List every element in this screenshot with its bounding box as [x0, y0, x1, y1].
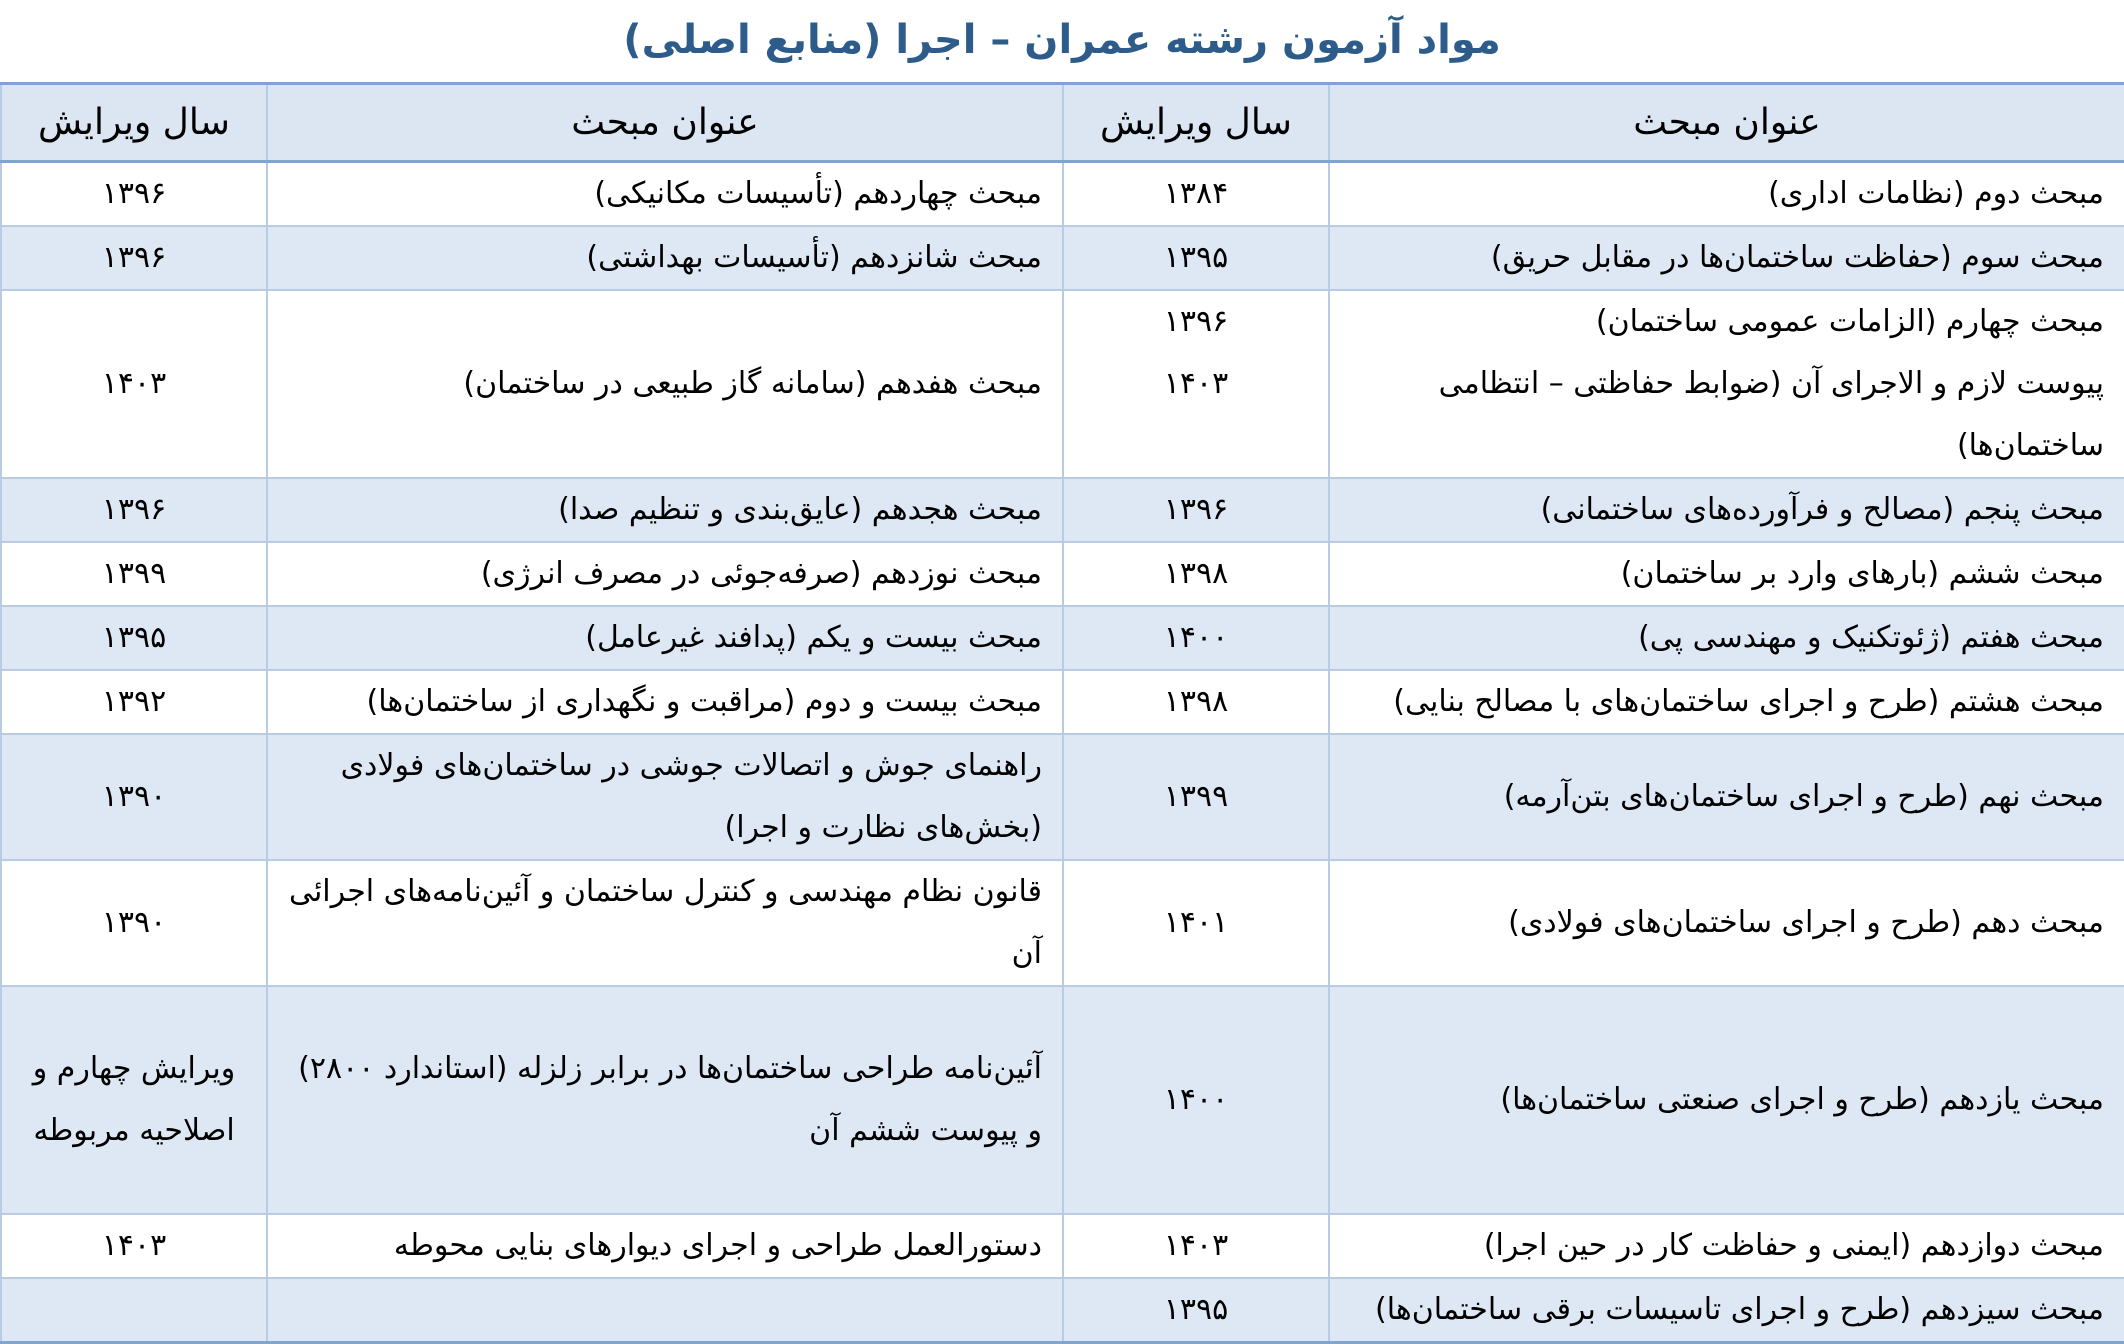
- year-cell: ۱۳۹۰: [1, 734, 267, 860]
- subject-cell: مبحث دوم (نظامات اداری): [1329, 162, 2124, 227]
- subject-cell: [267, 1278, 1063, 1343]
- subject-cell: مبحث سیزدهم (طرح و اجرای تاسیسات برقی ساختمان‌ها): [1329, 1278, 2124, 1343]
- year-cell: ۱۳۹۶: [1, 478, 267, 542]
- table-row: [1, 478, 2124, 542]
- subject-cell: مبحث نهم (طرح و اجرای ساختمان‌های بتن‌آرمه): [1329, 734, 2124, 860]
- table-row: [1, 606, 2124, 670]
- year-cell: ۱۳۹۵: [1, 606, 267, 670]
- subject-cell: [1329, 290, 2124, 478]
- year-cell: ۱۳۹۶: [1063, 478, 1329, 542]
- page-title: مواد آزمون رشته عمران – اجرا (منابع اصلی): [623, 17, 1501, 63]
- year-cell: ۱۴۰۰: [1063, 606, 1329, 670]
- year-cell: ۱۳۹۹: [1063, 734, 1329, 860]
- year-cell: ۱۴۰۱: [1063, 860, 1329, 986]
- table-row: [1, 734, 2124, 860]
- subject-cell: مبحث یازدهم (طرح و اجرای صنعتی ساختمان‌ها): [1329, 986, 2124, 1214]
- year-cell: ۱۳۹۸: [1063, 542, 1329, 606]
- subject-cell: دستورالعمل طراحی و اجرای دیوارهای بنایی محوطه: [267, 1214, 1063, 1278]
- year-cell: ۱۳۸۴: [1063, 162, 1329, 227]
- table-row: [1, 542, 2124, 606]
- subject-cell: مبحث شانزدهم (تأسیسات بهداشتی): [267, 226, 1063, 290]
- year-cell: ۱۳۹۵: [1063, 1278, 1329, 1343]
- year-cell: ویرایش چهارم و اصلاحیه مربوطه: [1, 986, 267, 1214]
- subject-cell: آئین‌نامه طراحی ساختمان‌ها در برابر زلزله (استاندارد ۲۸۰۰) و پیوست ششم آن: [267, 986, 1063, 1214]
- year-line: ۱۳۹۶: [1163, 304, 1229, 339]
- year-cell: ۱۳۹۶: [1, 162, 267, 227]
- table-row: [1, 986, 2124, 1214]
- subject-cell: راهنمای جوش و اتصالات جوشی در ساختمان‌های فولادی (بخش‌های نظارت و اجرا): [267, 734, 1063, 860]
- subject-cell: مبحث چهاردهم (تأسیسات مکانیکی): [267, 162, 1063, 227]
- subject-cell: مبحث بیست و دوم (مراقبت و نگهداری از ساختمان‌ها): [267, 670, 1063, 734]
- year-cell: ۱۳۹۰: [1, 860, 267, 986]
- subject-cell: مبحث هفدهم (سامانه گاز طبیعی در ساختمان): [267, 290, 1063, 478]
- subject-cell: مبحث هشتم (طرح و اجرای ساختمان‌های با مصالح بنایی): [1329, 670, 2124, 734]
- table-row: [1, 1278, 2124, 1343]
- exam-subjects-table: [0, 82, 2124, 1344]
- subject-cell: قانون نظام مهندسی و کنترل ساختمان و آئین‌نامه‌های اجرائی آن: [267, 860, 1063, 986]
- table-row: [1, 162, 2124, 227]
- subject-line: پیوست لازم و الاجرای آن (ضوابط حفاظتی – انتظامی ساختمان‌ها): [1438, 366, 2104, 463]
- year-cell: ۱۳۹۸: [1063, 670, 1329, 734]
- year-line: ۱۴۰۳: [1163, 366, 1229, 401]
- subject-cell: مبحث نوزدهم (صرفه‌جوئی در مصرف انرژی): [267, 542, 1063, 606]
- header-subject-2: عنوان مبحث: [267, 84, 1063, 162]
- subject-cell: مبحث دهم (طرح و اجرای ساختمان‌های فولادی): [1329, 860, 2124, 986]
- year-cell: [1, 1278, 267, 1343]
- year-cell: ۱۳۹۲: [1, 670, 267, 734]
- table-row: [1, 290, 2124, 478]
- year-cell: ۱۴۰۳: [1, 290, 267, 478]
- subject-line: مبحث چهارم (الزامات عمومی ساختمان): [1595, 304, 2104, 339]
- subject-cell: مبحث هفتم (ژئوتکنیک و مهندسی پی): [1329, 606, 2124, 670]
- table-row: [1, 670, 2124, 734]
- header-year-2: سال ویرایش: [1, 84, 267, 162]
- table-row: [1, 1214, 2124, 1278]
- subject-cell: مبحث دوازدهم (ایمنی و حفاظت کار در حین اجرا): [1329, 1214, 2124, 1278]
- year-cell: ۱۴۰۳: [1, 1214, 267, 1278]
- year-cell: ۱۳۹۶: [1, 226, 267, 290]
- table-row: [1, 860, 2124, 986]
- header-subject: عنوان مبحث: [1329, 84, 2124, 162]
- subject-cell: مبحث هجدهم (عایق‌بندی و تنظیم صدا): [267, 478, 1063, 542]
- year-cell: ۱۳۹۵: [1063, 226, 1329, 290]
- table-header-row: [1, 84, 2124, 162]
- subject-cell: مبحث پنجم (مصالح و فرآورده‌های ساختمانی): [1329, 478, 2124, 542]
- year-cell: ۱۴۰۰: [1063, 986, 1329, 1214]
- table-row: [1, 226, 2124, 290]
- header-year: سال ویرایش: [1063, 84, 1329, 162]
- subject-cell: مبحث بیست و یکم (پدافند غیرعامل): [267, 606, 1063, 670]
- year-cell: ۱۴۰۳: [1063, 1214, 1329, 1278]
- subject-cell: مبحث سوم (حفاظت ساختمان‌ها در مقابل حریق): [1329, 226, 2124, 290]
- subject-cell: مبحث ششم (بارهای وارد بر ساختمان): [1329, 542, 2124, 606]
- year-cell: [1063, 290, 1329, 478]
- year-cell: ۱۳۹۹: [1, 542, 267, 606]
